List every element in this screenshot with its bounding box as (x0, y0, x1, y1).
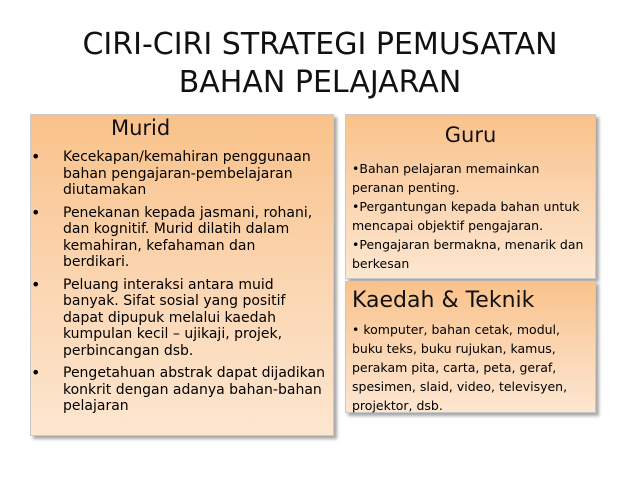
murid-heading: Murid (111, 116, 171, 140)
guru-heading: Guru (444, 123, 497, 147)
list-item (31, 365, 333, 415)
list-item (31, 149, 333, 199)
list-item: •Pergantungan kepada bahan untuk mencapai objektif pengajaran. (352, 199, 580, 233)
murid-list (31, 149, 333, 415)
slide-title (40, 26, 600, 102)
list-item (31, 202, 333, 271)
list-item-text: Pengetahuan abstrak dapat dijadikan konkrit dengan adanya bahan-bahan pelajaran (63, 365, 325, 414)
bullet-icon: • (31, 363, 41, 382)
bullet-icon: • (31, 147, 41, 166)
slide-title-line-2: BAHAN PELAJARAN (178, 65, 462, 100)
bullet-icon: • (31, 202, 41, 222)
murid-box (30, 114, 334, 436)
list-item-text: Peluang interaksi antara muid banyak. Sifat sosial yang positif dapat dipupuk melalui kaedah kumpulan kecil – ujikaji, projek, perbincangan dsb. (63, 276, 286, 359)
list-item: •Pengajaran bermakna, menarik dan berkesan (352, 237, 584, 271)
guru-box (345, 114, 596, 279)
bullet-icon: • (31, 274, 41, 294)
list-item: •Bahan pelajaran memainkan peranan penting. (352, 161, 540, 195)
kaedah-body: • komputer, bahan cetak, modul, buku teks, buku rujukan, kamus, perakam pita, carta, peta, geraf, spesimen, slaid, video, televisyen, projektor, dsb. (352, 322, 568, 413)
slide-title-line-1: CIRI-CIRI STRATEGI PEMUSATAN (82, 27, 558, 62)
list-item-text: Kecekapan/kemahiran penggunaan bahan pengajaran-pembelajaran diutamakan (63, 149, 311, 198)
list-item-text: Penekanan kepada jasmani, rohani, dan kognitif. Murid dilatih dalam kemahiran, kefahaman dan berdikari. (63, 204, 313, 270)
kaedah-heading: Kaedah & Teknik (352, 288, 535, 313)
list-item (31, 274, 333, 360)
guru-list (346, 159, 595, 273)
kaedah-box (345, 281, 596, 413)
